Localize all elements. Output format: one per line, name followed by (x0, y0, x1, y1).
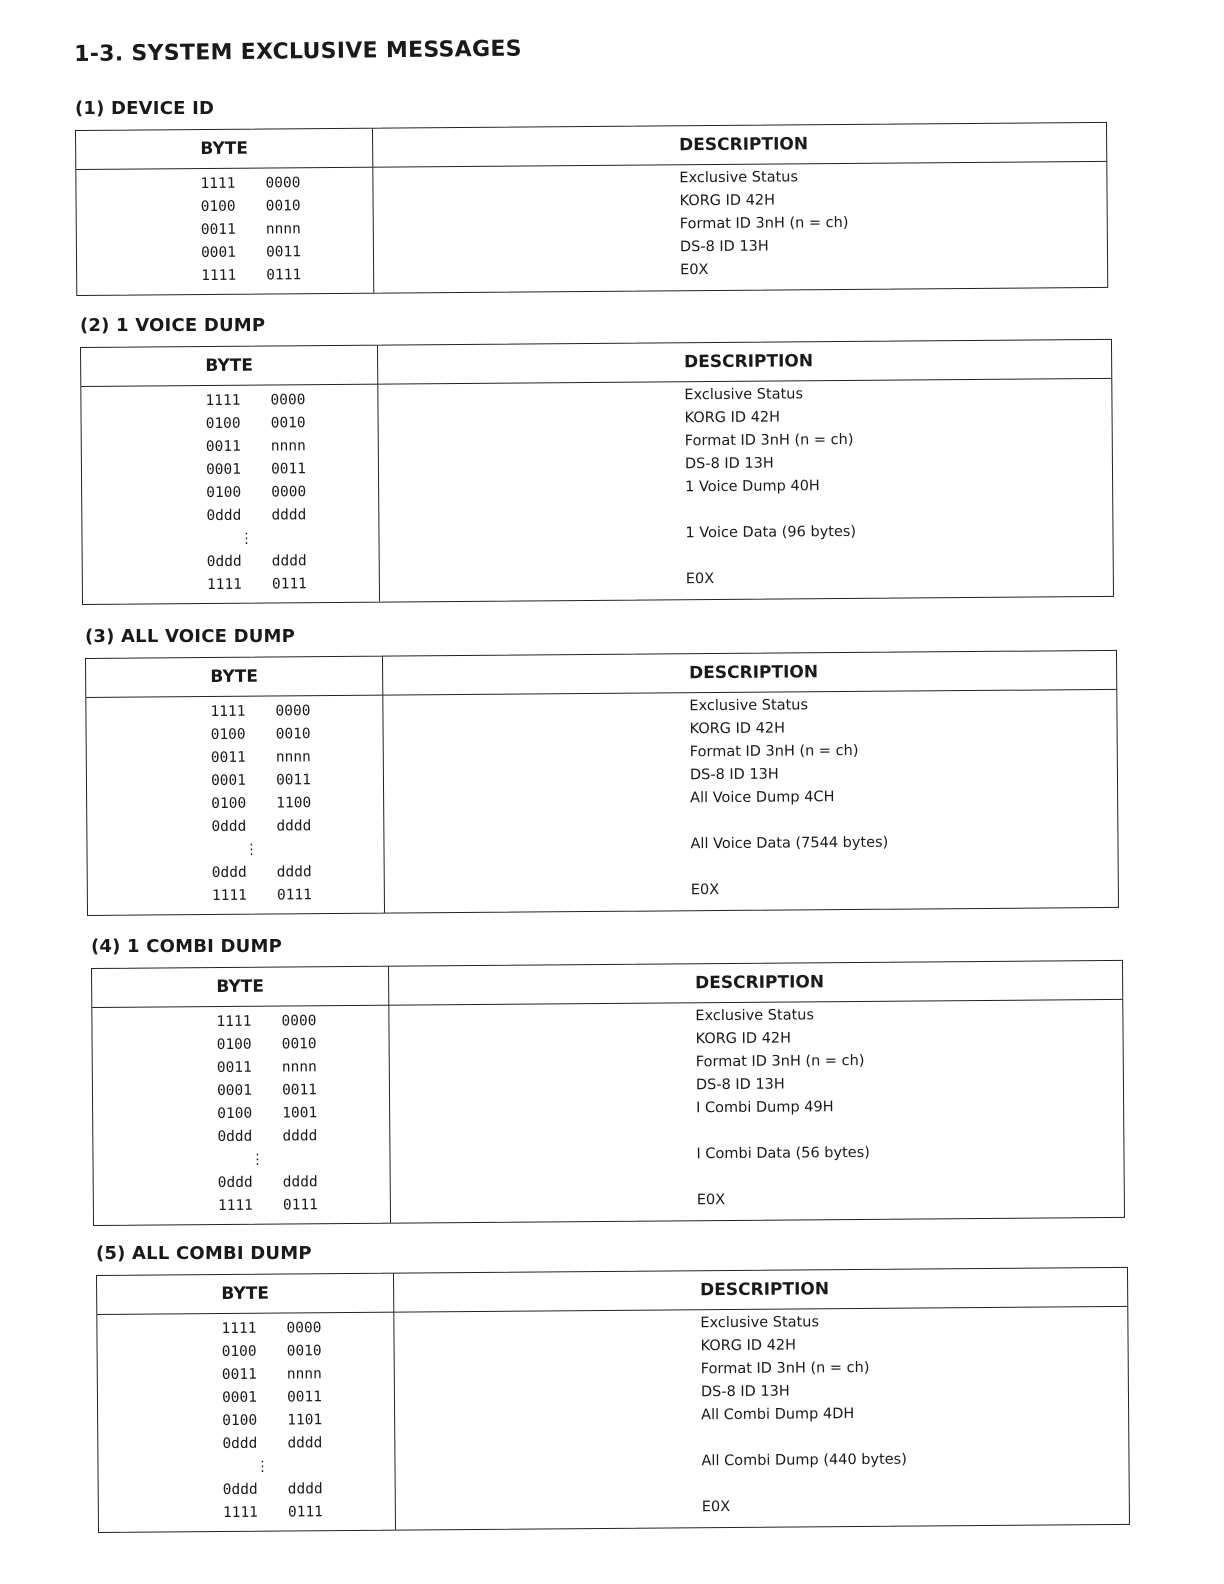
byte-row: 0ddd dddd (222, 1481, 323, 1499)
table-body (81, 379, 1113, 604)
byte-column (86, 696, 385, 915)
vertical-ellipsis: ⋮ (244, 841, 259, 858)
description-row: KORG ID 42H (684, 409, 781, 427)
description-row: E0X (701, 1499, 731, 1516)
description-row: All Voice Data (7544 bytes) (690, 834, 889, 853)
description-row: All Combi Dump (440 bytes) (701, 1451, 907, 1470)
spacer (686, 542, 1113, 568)
byte-row: 0100 1100 (211, 795, 312, 813)
byte-row: 0100 0010 (210, 726, 311, 744)
description-row: KORG ID 42H (679, 192, 776, 210)
table-body (86, 690, 1118, 915)
byte-row: 0100 0010 (200, 198, 301, 216)
voice-dump-table (80, 339, 1114, 605)
byte-row: 0100 0010 (221, 1343, 322, 1361)
byte-row: 0001 0011 (221, 1389, 323, 1407)
byte-row: 0011 nnnn (221, 1366, 322, 1384)
description-row: Exclusive Status (695, 1007, 815, 1025)
description-row: E0X (696, 1192, 726, 1209)
description-row: I Combi Data (56 bytes) (696, 1144, 870, 1163)
section-device-id (75, 96, 1107, 296)
description-row: Exclusive Status (689, 697, 809, 715)
description-column (394, 1307, 1129, 1530)
description-row: KORG ID 42H (689, 720, 786, 738)
byte-column (97, 1313, 396, 1532)
description-column (373, 162, 1107, 293)
combi-dump-table (91, 960, 1125, 1226)
byte-row: 1111 0000 (210, 703, 311, 721)
byte-row: 0011 nnnn (205, 438, 306, 456)
byte-row: 0011 nnnn (216, 1059, 317, 1077)
description-row: Exclusive Status (679, 169, 799, 187)
section-title: (1) DEVICE ID (75, 98, 215, 119)
byte-row: 0001 0011 (210, 772, 312, 790)
byte-row: 1111 0000 (221, 1320, 322, 1338)
byte-row: 1111 0000 (200, 175, 301, 193)
byte-column-header: BYTE (92, 967, 389, 1007)
description-row: E0X (685, 571, 715, 588)
all-combi-dump-table (96, 1267, 1130, 1533)
byte-column-header: BYTE (97, 1274, 394, 1314)
all-voice-dump-table (85, 650, 1119, 916)
byte-row: 0100 0010 (205, 415, 306, 433)
description-column-header: DESCRIPTION (679, 134, 809, 156)
byte-row: 0001 0011 (216, 1082, 318, 1100)
byte-column-header: BYTE (86, 657, 383, 697)
description-row: I Combi Dump 49H (696, 1099, 834, 1117)
byte-row: 0011 nnnn (200, 221, 301, 239)
description-column-header: DESCRIPTION (695, 972, 825, 994)
spacer (690, 807, 1117, 833)
description-row: KORG ID 42H (700, 1337, 797, 1355)
description-row: KORG ID 42H (695, 1030, 792, 1048)
table-body (92, 1000, 1124, 1225)
section-all-combi-dump (96, 1241, 1128, 1533)
description-column (383, 690, 1118, 913)
description-row: DS-8 ID 13H (679, 238, 769, 256)
description-row: Format ID 3nH (n = ch) (679, 214, 849, 233)
ellipsis-row (93, 1148, 389, 1173)
description-column (389, 1000, 1124, 1223)
description-row: Exclusive Status (700, 1314, 820, 1332)
table-body (97, 1307, 1129, 1532)
description-row: 1 Voice Dump 40H (685, 478, 820, 496)
ellipsis-row (98, 1455, 394, 1480)
description-row: E0X (680, 262, 709, 279)
description-row: E0X (690, 882, 720, 899)
byte-row: 1111 0000 (205, 392, 306, 410)
spacer (701, 1424, 1128, 1450)
byte-row: 0100 1101 (222, 1412, 323, 1430)
description-column-header: DESCRIPTION (700, 1279, 830, 1301)
vertical-ellipsis: ⋮ (239, 530, 254, 547)
byte-row: 0011 nnnn (210, 749, 311, 767)
byte-row: 0ddd dddd (206, 507, 307, 525)
byte-row: 0ddd dddd (211, 864, 312, 882)
description-row: Exclusive Status (684, 386, 804, 404)
description-row: All Combi Dump 4DH (701, 1406, 855, 1424)
description-row: DS-8 ID 13H (695, 1076, 785, 1094)
byte-row: 0ddd dddd (217, 1128, 318, 1146)
description-column-header: DESCRIPTION (684, 351, 814, 373)
description-row: DS-8 ID 13H (689, 766, 779, 784)
vertical-ellipsis: ⋮ (255, 1458, 270, 1475)
table-body (76, 162, 1107, 295)
byte-row: 1111 0111 (206, 576, 307, 594)
description-row: Format ID 3nH (n = ch) (700, 1359, 870, 1378)
section-title: (4) 1 COMBI DUMP (91, 936, 283, 957)
section-1-combi-dump (91, 934, 1123, 1226)
spacer (702, 1470, 1129, 1496)
vertical-ellipsis: ⋮ (250, 1151, 265, 1168)
byte-column (76, 168, 374, 295)
byte-row: 0001 0011 (200, 244, 302, 262)
byte-row: 1111 0111 (217, 1197, 318, 1215)
byte-row: 0ddd dddd (206, 553, 307, 571)
device-id-table (75, 122, 1108, 296)
byte-row: 0001 0011 (205, 461, 307, 479)
spacer (685, 496, 1112, 522)
description-row: 1 Voice Data (96 bytes) (685, 523, 857, 542)
byte-row: 0100 1001 (217, 1105, 318, 1123)
spacer (696, 1117, 1123, 1143)
byte-column-header: BYTE (81, 346, 378, 386)
description-row: Format ID 3nH (n = ch) (695, 1052, 865, 1071)
description-row: DS-8 ID 13H (700, 1383, 790, 1401)
byte-column (92, 1006, 391, 1225)
byte-row: 0ddd dddd (211, 818, 312, 836)
byte-row: 0100 0000 (206, 484, 307, 502)
byte-row: 1111 0111 (201, 267, 302, 285)
description-row: DS-8 ID 13H (684, 455, 774, 473)
byte-row: 0ddd dddd (222, 1435, 323, 1453)
spacer (697, 1163, 1124, 1189)
section-title: (3) ALL VOICE DUMP (85, 626, 296, 647)
section-title: (2) 1 VOICE DUMP (80, 315, 266, 336)
ellipsis-row (87, 838, 383, 863)
byte-row: 1111 0000 (216, 1013, 317, 1031)
description-column (378, 379, 1113, 602)
section-1-voice-dump (80, 313, 1112, 605)
ellipsis-row (82, 527, 378, 552)
section-title: (5) ALL COMBI DUMP (96, 1243, 312, 1264)
description-row: All Voice Dump 4CH (690, 789, 835, 807)
byte-row: 1111 0111 (222, 1504, 323, 1522)
description-column-header: DESCRIPTION (689, 662, 819, 684)
byte-column (81, 385, 380, 604)
byte-column-header: BYTE (76, 129, 373, 169)
byte-row: 0ddd dddd (217, 1174, 318, 1192)
description-row: Format ID 3nH (n = ch) (689, 742, 859, 761)
spacer (691, 853, 1118, 879)
section-all-voice-dump (85, 624, 1117, 916)
byte-row: 0100 0010 (216, 1036, 317, 1054)
description-row: Format ID 3nH (n = ch) (684, 431, 854, 450)
page-title: 1-3. SYSTEM EXCLUSIVE MESSAGES (74, 36, 523, 67)
byte-row: 1111 0111 (211, 887, 312, 905)
